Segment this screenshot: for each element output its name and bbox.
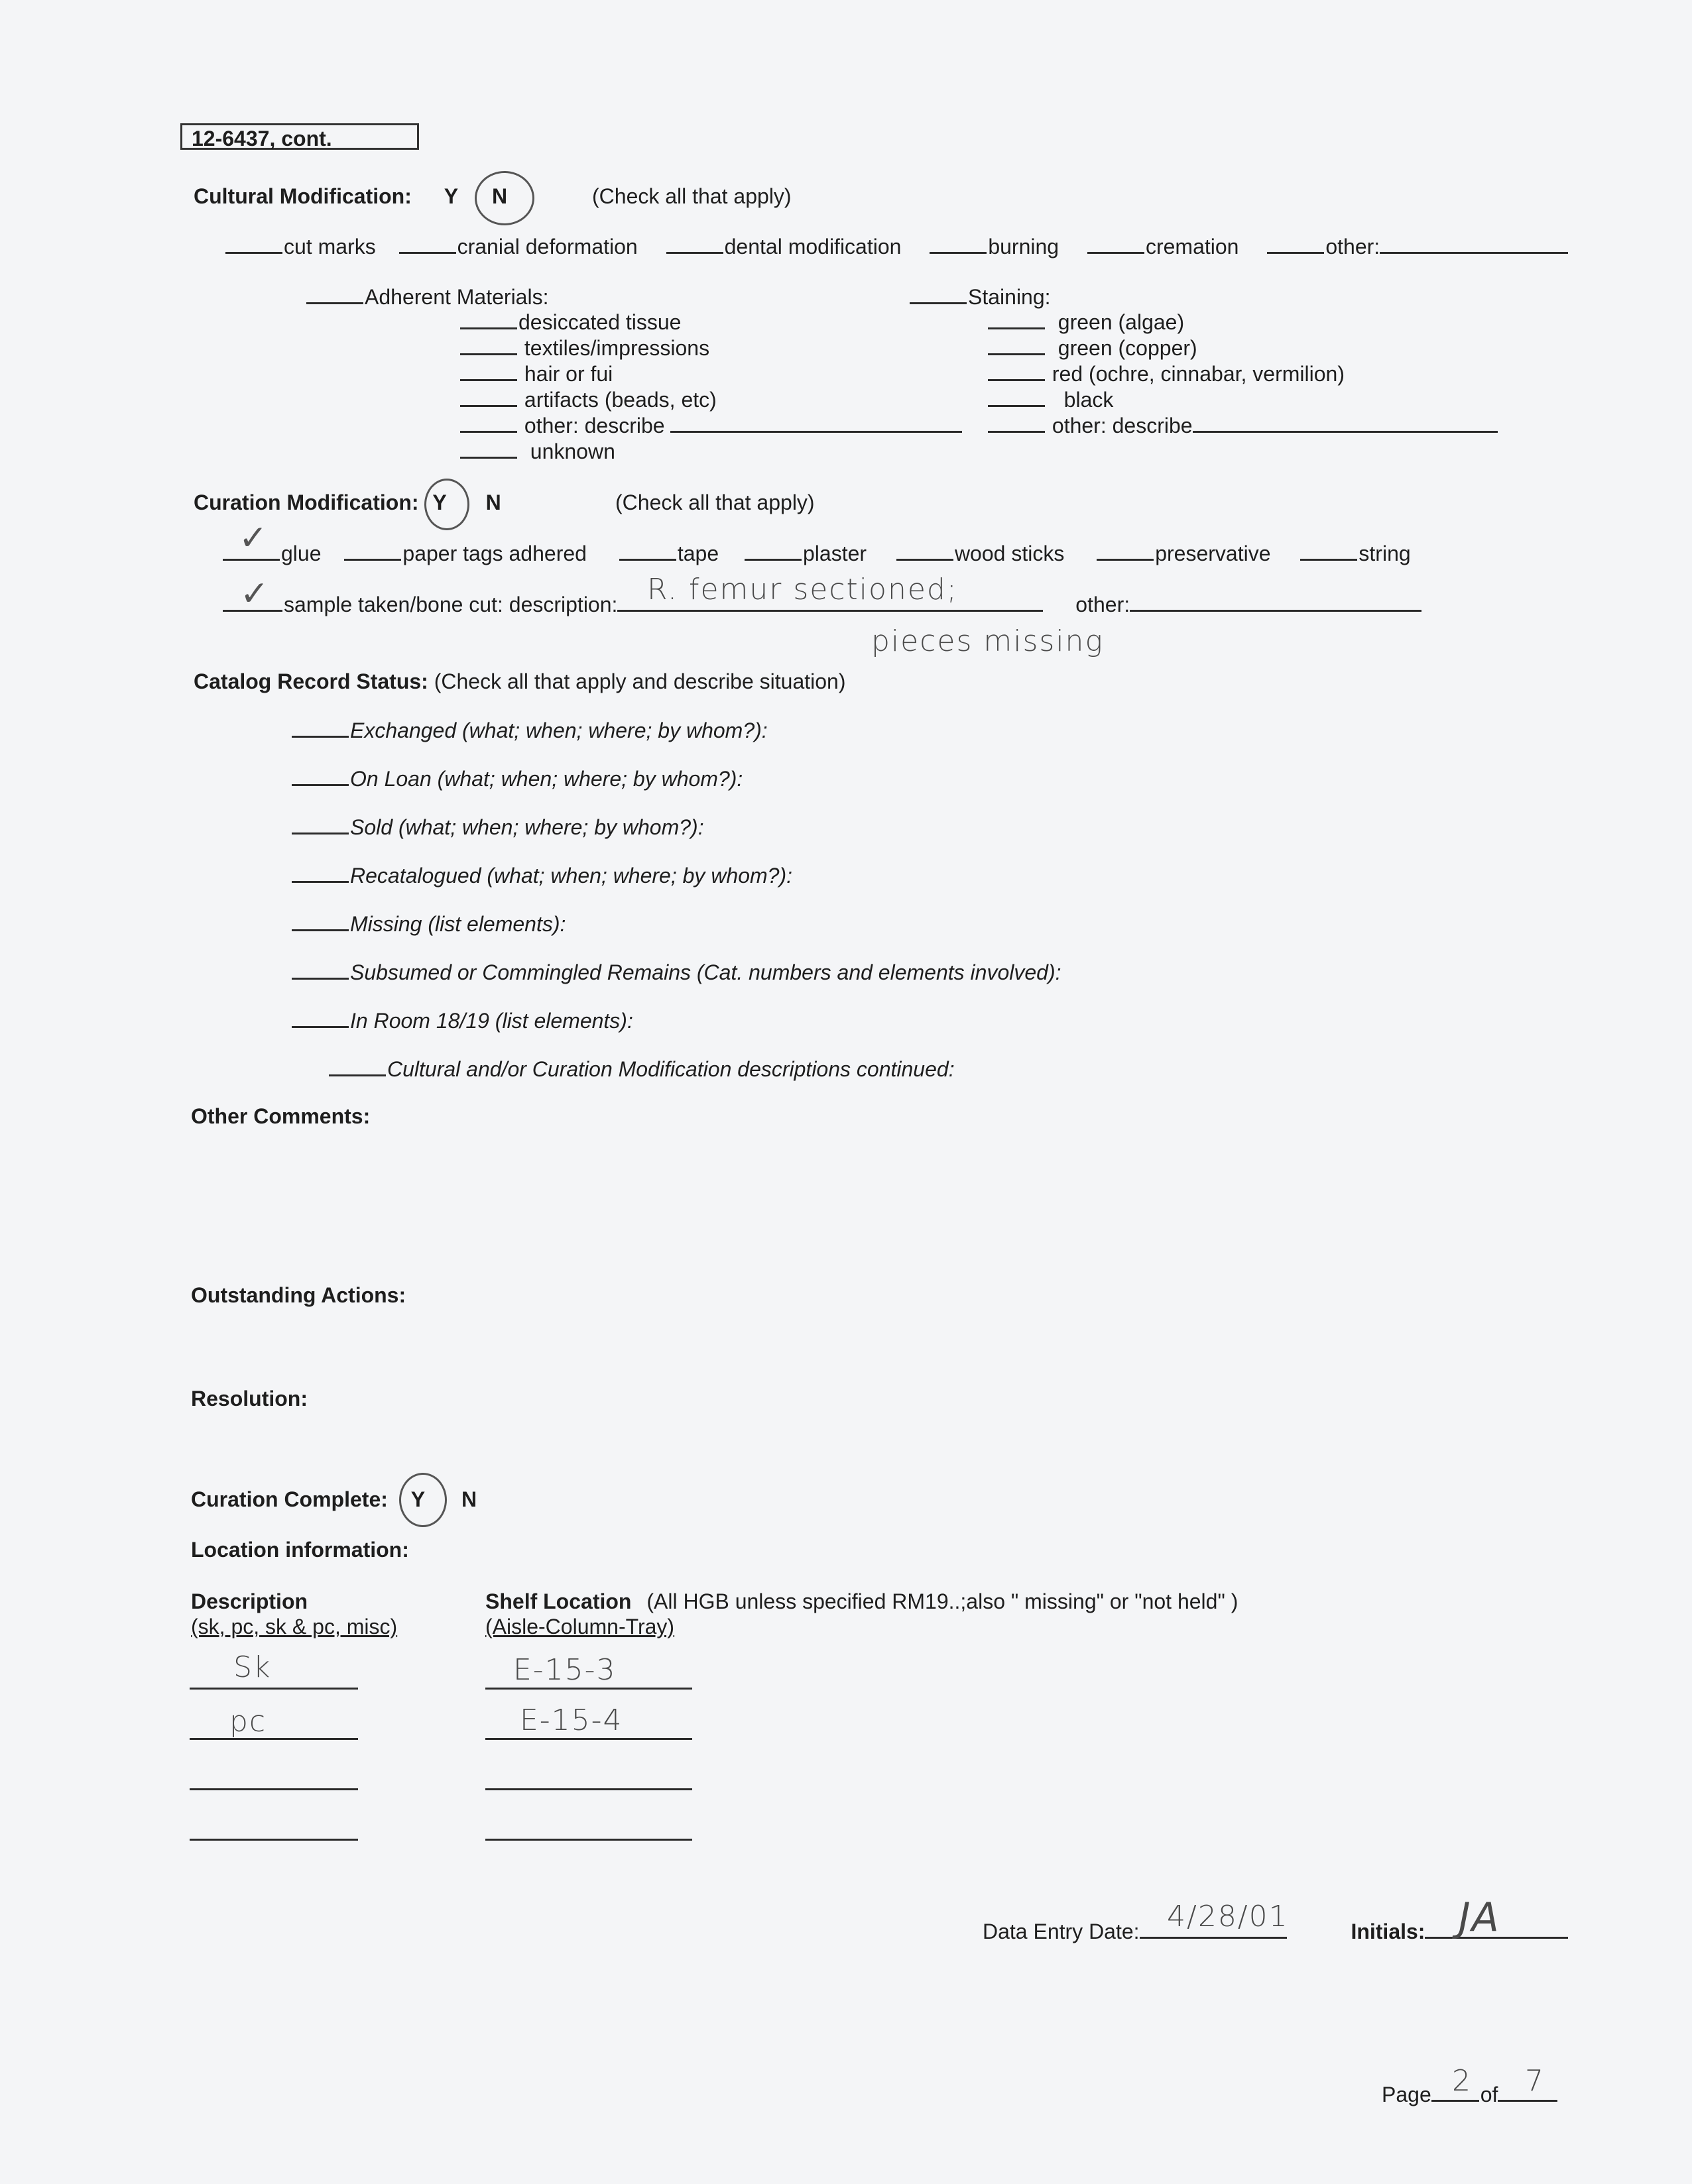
option-paper-tags[interactable]: paper tags adhered bbox=[344, 542, 587, 565]
shelf-column-note: (All HGB unless specified RM19..;also " missing" or "not held" ) bbox=[646, 1589, 1239, 1613]
curation-modification-no[interactable]: N bbox=[485, 490, 501, 514]
option-burning[interactable]: burning bbox=[930, 235, 1059, 259]
shelf-column-subheader: (Aisle-Column-Tray) bbox=[485, 1615, 675, 1638]
adherent-item[interactable]: other: describe bbox=[460, 412, 963, 438]
catalog-status-item[interactable]: In Room 18/19 (list elements): bbox=[292, 1007, 633, 1034]
adherent-item[interactable]: textiles/impressions bbox=[460, 335, 963, 361]
page-total-value: 7 bbox=[1525, 2064, 1545, 2098]
description-column-subheader: (sk, pc, sk & pc, misc) bbox=[191, 1615, 398, 1638]
staining-header[interactable]: Staining: bbox=[910, 284, 1051, 310]
description-value: Sk bbox=[233, 1650, 272, 1684]
staining-list bbox=[988, 309, 1499, 438]
catalog-status-item[interactable]: Recatalogued (what; when; where; by whom?): bbox=[292, 862, 792, 889]
option-preservative[interactable]: preservative bbox=[1097, 542, 1270, 565]
option-tape[interactable]: tape bbox=[619, 542, 719, 565]
catalog-status-item[interactable]: Subsumed or Commingled Remains (Cat. numbers and elements involved): bbox=[292, 959, 1061, 986]
sample-other-label: other: bbox=[1075, 593, 1130, 616]
circle-selection-mark bbox=[399, 1473, 447, 1527]
data-entry-date-label: Data Entry Date: bbox=[983, 1920, 1140, 1943]
catalog-status-item[interactable]: Sold (what; when; where; by whom?): bbox=[292, 814, 704, 840]
circle-selection-mark bbox=[475, 171, 534, 225]
option-other[interactable]: other: bbox=[1267, 235, 1569, 259]
initials-label: Initials: bbox=[1351, 1920, 1425, 1943]
cultural-modification-yes[interactable]: Y bbox=[444, 184, 459, 208]
shelf-location-field[interactable] bbox=[485, 1738, 692, 1740]
adherent-item[interactable]: unknown bbox=[460, 438, 963, 464]
catalog-status-item[interactable]: Cultural and/or Curation Modification descriptions continued: bbox=[329, 1056, 955, 1082]
adherent-item[interactable]: hair or fui bbox=[460, 361, 963, 386]
staining-item[interactable]: black bbox=[988, 386, 1499, 412]
staining-item[interactable]: other: describe bbox=[988, 412, 1499, 438]
page-current-value: 2 bbox=[1452, 2064, 1472, 2098]
description-value: pc bbox=[229, 1705, 267, 1739]
description-field[interactable] bbox=[190, 1688, 358, 1690]
option-cremation[interactable]: cremation bbox=[1087, 235, 1239, 259]
shelf-location-value: E-15-3 bbox=[513, 1653, 617, 1687]
of-label: of bbox=[1480, 2083, 1498, 2106]
adherent-materials-header[interactable]: Adherent Materials: bbox=[306, 284, 548, 310]
catalog-status-item[interactable]: On Loan (what; when; where; by whom?): bbox=[292, 766, 743, 792]
shelf-column-header: Shelf Location bbox=[485, 1589, 632, 1613]
option-glue[interactable]: glue bbox=[223, 542, 322, 565]
description-field[interactable] bbox=[190, 1738, 358, 1740]
sample-other-field[interactable] bbox=[1130, 591, 1421, 612]
cultural-modification-row bbox=[194, 183, 507, 209]
cultural-options-row bbox=[225, 233, 1569, 260]
curation-complete-no[interactable]: N bbox=[461, 1487, 477, 1511]
record-id: 12-6437, cont. bbox=[192, 127, 332, 150]
shelf-location-value: E-15-4 bbox=[520, 1703, 623, 1737]
curation-modification-label: Curation Modification: bbox=[194, 490, 419, 514]
option-sample-taken[interactable]: sample taken/bone cut: description: bbox=[223, 593, 617, 616]
curation-modification-yes[interactable]: Y bbox=[432, 490, 447, 514]
catalog-record-status-row bbox=[194, 668, 846, 695]
data-entry-date-value: 4/28/01 bbox=[1167, 1900, 1289, 1933]
shelf-column-header-row bbox=[485, 1588, 1238, 1615]
catalog-record-status-instruction: (Check all that apply and describe situation) bbox=[434, 669, 846, 693]
sample-description-value: R. femur sectioned; bbox=[647, 573, 958, 606]
description-field[interactable] bbox=[190, 1788, 358, 1790]
shelf-location-field[interactable] bbox=[485, 1788, 692, 1790]
option-plaster[interactable]: plaster bbox=[745, 542, 867, 565]
record-id-box bbox=[180, 123, 419, 150]
outstanding-actions-label: Outstanding Actions: bbox=[191, 1283, 406, 1307]
curation-options-row bbox=[223, 540, 1411, 567]
page-label: Page bbox=[1382, 2083, 1431, 2106]
curation-modification-instruction: (Check all that apply) bbox=[615, 490, 815, 514]
adherent-item[interactable]: artifacts (beads, etc) bbox=[460, 386, 963, 412]
initials-signature: JA bbox=[1459, 1894, 1500, 1941]
cultural-modification-label: Cultural Modification: bbox=[194, 184, 412, 208]
description-field[interactable] bbox=[190, 1839, 358, 1841]
option-cut-marks[interactable]: cut marks bbox=[225, 235, 376, 259]
option-cranial-deformation[interactable]: cranial deformation bbox=[399, 235, 638, 259]
resolution-label: Resolution: bbox=[191, 1387, 308, 1410]
sample-description-value-continued: pieces missing bbox=[871, 624, 1104, 658]
checkmark-icon: ✓ bbox=[240, 574, 269, 614]
catalog-status-item[interactable]: Exchanged (what; when; where; by whom?): bbox=[292, 717, 768, 744]
cultural-modification-instruction: (Check all that apply) bbox=[592, 184, 792, 208]
catalog-status-item[interactable]: Missing (list elements): bbox=[292, 911, 566, 937]
adherent-item[interactable]: desiccated tissue bbox=[460, 309, 963, 335]
shelf-location-field[interactable] bbox=[485, 1688, 692, 1690]
description-column-header: Description bbox=[191, 1589, 308, 1613]
shelf-location-field[interactable] bbox=[485, 1839, 692, 1841]
curation-complete-yes[interactable]: Y bbox=[410, 1487, 426, 1511]
option-dental-modification[interactable]: dental modification bbox=[666, 235, 902, 259]
staining-item[interactable]: red (ochre, cinnabar, vermilion) bbox=[988, 361, 1499, 386]
staining-item[interactable]: green (copper) bbox=[988, 335, 1499, 361]
circle-selection-mark bbox=[424, 479, 469, 530]
cultural-modification-no[interactable]: N bbox=[491, 184, 508, 208]
staining-item[interactable]: green (algae) bbox=[988, 309, 1499, 335]
catalog-record-status-label: Catalog Record Status: bbox=[194, 669, 428, 693]
location-information-label: Location information: bbox=[191, 1538, 409, 1562]
checkmark-icon: ✓ bbox=[239, 518, 268, 558]
adherent-materials-list bbox=[460, 309, 963, 464]
other-comments-label: Other Comments: bbox=[191, 1104, 371, 1128]
option-wood-sticks[interactable]: wood sticks bbox=[896, 542, 1064, 565]
option-string[interactable]: string bbox=[1300, 542, 1410, 565]
curation-complete-label: Curation Complete: bbox=[191, 1487, 388, 1511]
